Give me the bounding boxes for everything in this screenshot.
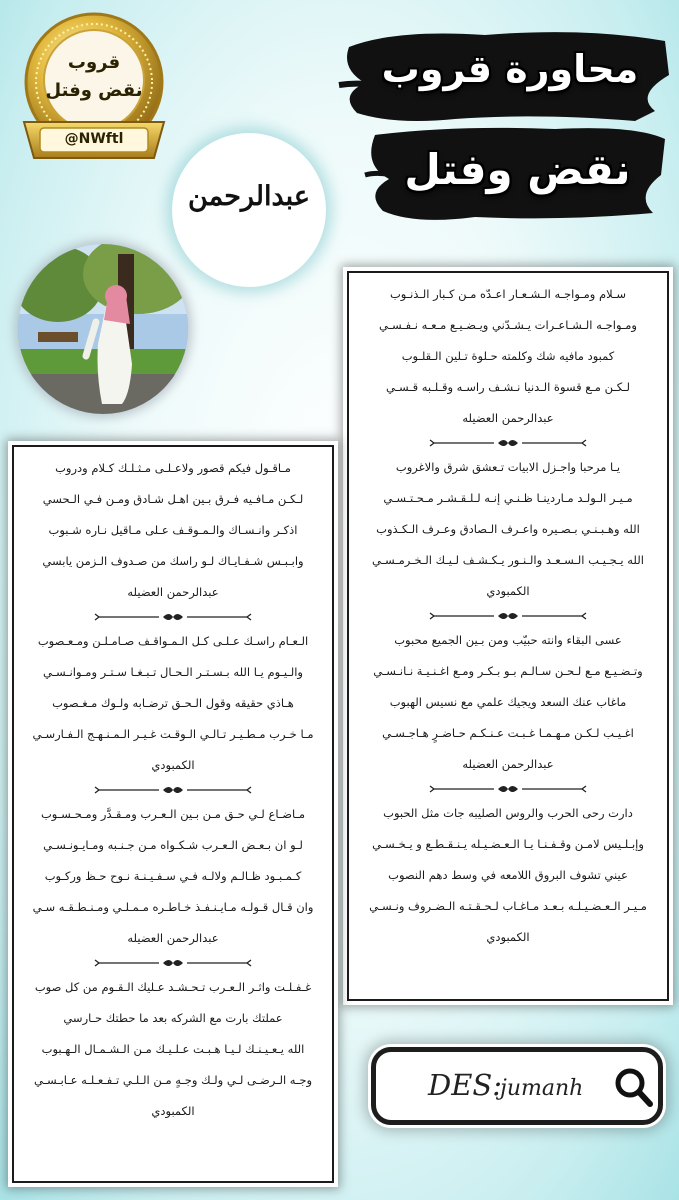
poet-signature: عبدالرحمن العضيله	[462, 411, 554, 425]
verse-line: وتـضـيـع مـع لـحـن سـالـم بـو بـكـر ومـع اغـنـيـة نـانـسـي	[373, 664, 643, 678]
designer-label: DES:	[428, 1068, 503, 1102]
stanza	[349, 625, 667, 780]
verse-line: مـاضـاع لـي حـق مـن بـين الـعـرب ومـقـدَّر ومـحـسـوب	[40, 807, 305, 821]
verse-line: لـكـن مـافـيه فـرق بـين اهـل شـادق ومـن فـي الـحسي	[42, 492, 304, 506]
title-line-1: محاورة قروب	[381, 47, 639, 91]
poem-box-left	[12, 445, 334, 1183]
title-line-2: نقض وفتل	[404, 145, 631, 194]
verse-line: لـو ان بـعـض الـعـرب شـكـواه مـن جـنـبه ومـايـونـسـي	[43, 838, 303, 852]
verse-line: مـيـر الـولـد مـاردينـا ظـنـي إنـه لـلـقـشـر مـحـتـسـي	[383, 491, 633, 505]
poet-signature: الكمبودي	[151, 758, 195, 772]
badge-line-1: قروب	[67, 52, 121, 73]
verse-line: وان قـال قـولـه مـايـنـفـذ خـاطـره مـمـلـي ومـنـطـقـه سـي	[32, 900, 314, 914]
group-badge	[18, 10, 170, 170]
verse-line: اغـيـب لـكـن مـهـمـا غـبـت عـنـكـم حـاضـرٍ هـاجـسـي	[382, 726, 634, 740]
verse-line: كمبود مافيه شك وكلمته حـلوة تـلين الـقلـوب	[401, 349, 615, 363]
verse-line: كـمـبـود ظـالـم ولالـه فـي سـفـيـنـة نـوح حـظ وركـوب	[44, 869, 302, 883]
stanza	[14, 799, 332, 954]
stanza	[349, 452, 667, 607]
ornament-divider-icon	[93, 956, 253, 970]
poet-signature: عبدالرحمن العضيله	[127, 931, 219, 945]
verse-line: هـاذي حقيقه وقول الـحـق ترضـابه ولـوك مـغـصوب	[52, 696, 294, 710]
verse-line: الله وهـبـنـي بـصـيره واعـرف الـصادق وعـرف الـكـذوب	[376, 522, 640, 536]
ornament-divider-icon	[428, 782, 588, 796]
poet-signature: الكمبودي	[486, 584, 530, 598]
verse-line: عسى البقاء وانته حبيّب ومن بـين الجميع محبوب	[394, 633, 622, 647]
ornament-divider-icon	[93, 783, 253, 797]
poet-signature: الكمبودي	[151, 1104, 195, 1118]
verse-line: لـكـن مـع قسوة الـدنيا نـشـف راسـه وقـلـبه قـسـي	[386, 380, 630, 394]
badge-line-2: نقض وفتل	[45, 80, 143, 101]
stanza	[14, 972, 332, 1127]
verse-line: ومـواجـه الـشـاعـرات يـشـدّني ويـضـيـع مـعـه نـفـسـي	[379, 318, 637, 332]
stanza	[14, 453, 332, 608]
verse-line: الـعـام راسـك عـلـى كـل الـمـواقـف صـامـلـن ومـعـصوب	[37, 634, 309, 648]
verse-line: الله يـعـيـنـك لـيـا هـبـت عـلـيـك مـن الـشـمـال الـهـبوب	[41, 1042, 305, 1056]
verse-line: مـا خـرب مـطـيـر تـالـي الـوقـت غـيـر الـمـنـهـج الـفـارسـي	[32, 727, 314, 741]
title-banner	[335, 25, 675, 230]
designer-name: jumanh	[500, 1076, 584, 1101]
search-icon	[614, 1066, 654, 1108]
ornament-divider-icon	[428, 609, 588, 623]
verse-line: مـاقـول فيكم قصور ولاعـلـى مـثـلـك كـلام ودروب	[55, 461, 291, 475]
person-walking-icon	[18, 244, 188, 414]
verse-line: عيني تشوف البروق اللامعه في وسط دهم النصوب	[388, 868, 628, 882]
author-name-circle	[172, 133, 326, 287]
author-name: عبدالرحمن	[188, 181, 310, 212]
designer-search-bar	[371, 1047, 663, 1125]
verse-line: وجـه الـرضـى لـي ولـك وجـهٍ مـن الـلـي تـفـعـلـه عـابـسـي	[34, 1073, 312, 1087]
verse-line: وإبـلـيس لامـن وقـفـنـا يـا الـعـضـيـله يـنـقـطـع و يـخـسـي	[372, 837, 644, 851]
stanza	[349, 279, 667, 434]
verse-line: اذكـر وانـسـاك والـمـوقـف عـلى مـاقيل نـاره شـبوب	[48, 523, 298, 537]
verse-line: الله يـجـيـب الـسـعـد والـنـور يـكـشـف لـيـك الـخـرمـسـي	[372, 553, 644, 567]
verse-line: دارت رحى الحرب والروس الصليبه جات مثل الحبوب	[383, 806, 633, 820]
verse-line: والـيـوم يـا الله بـسـتـر الـحـال تـبـغـا سـتـر ومـوانـسـي	[43, 665, 303, 679]
verse-line: سـلام ومـواجـه الـشـعـار اعـدّه مـن كـبار الـذنـوب	[389, 287, 627, 301]
verse-line: يـا مرحبا واجـزل الابيات تـعشق شرق والاغروب	[395, 460, 621, 474]
badge-handle: @NWftl	[64, 131, 124, 147]
stanza	[14, 626, 332, 781]
poem-box-right	[347, 271, 669, 1001]
ornament-divider-icon	[428, 436, 588, 450]
verse-line: ماغاب عنك السعد ويجيك علمي مع نسيس الهبوب	[389, 695, 627, 709]
stanza	[349, 798, 667, 953]
verse-line: عملتك بارت مع الشركه بعد ما حطتك حـارسي	[63, 1011, 283, 1025]
author-photo	[18, 244, 188, 414]
poet-signature: عبدالرحمن العضيله	[127, 585, 219, 599]
poet-signature: الكمبودي	[486, 930, 530, 944]
verse-line: مـيـر الـعـضـيـلـه بـعـد مـاغـاب لـحـقـتـه الـضـروف ونـسـي	[369, 899, 647, 913]
verse-line: غـفـلـت واثـر الـعـرب تـحـشـد عـليك الـقـوم من كل صوب	[34, 980, 312, 994]
verse-line: وابـبـس شـفـايـاك لـو راسك من صـدوف الـزمن يابسي	[42, 554, 304, 568]
ornament-divider-icon	[93, 610, 253, 624]
poet-signature: عبدالرحمن العضيله	[462, 757, 554, 771]
